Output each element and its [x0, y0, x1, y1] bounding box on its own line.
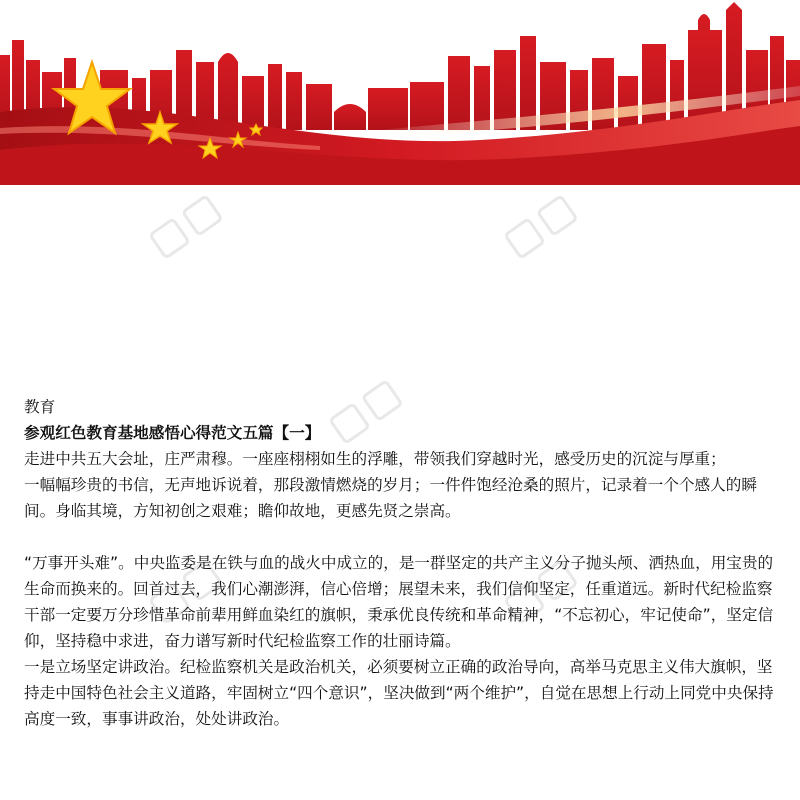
paragraph-spacer — [24, 524, 784, 550]
brand-watermark-icon — [150, 196, 222, 258]
article-title: 参观红色教育基地感悟心得范文五篇【一】 — [24, 424, 321, 442]
article-paragraph: 一幅幅珍贵的书信，无声地诉说着，那段激情燃烧的岁月；一件件饱经沧桑的照片，记录着一个个感人的瞬间。身临其境，方知初创之艰难；瞻仰故地，更感先贤之崇高。 — [24, 476, 757, 520]
article-paragraph: 一是立场坚定讲政治。纪检监察机关是政治机关，必须要树立正确的政治导向，高举马克思主义伟大旗帜，坚持走中国特色社会主义道路，牢固树立“四个意识”，坚决做到“两个维护”，自觉在思想上行动上同党中央保持高度一致，事事讲政治，处处讲政治。 — [24, 658, 774, 728]
article-category: 教育 — [24, 398, 56, 416]
article-paragraph: “万事开头难”。中央监委是在铁与血的战火中成立的，是一群坚定的共产主义分子抛头颅、洒热血，用宝贵的生命而换来的。回首过去，我们心潮澎湃，信心倍增；展望未来，我们信仰坚定，任重道远。新时代纪检监察干部一定要万分珍惜革命前辈用鲜血染红的旗帜，秉承优良传统和革命精神，“不忘初心，牢记使命”，坚定信仰，坚持稳中求进，奋力谱写新时代纪检监察工作的壮丽诗篇。 — [24, 554, 774, 650]
brand-watermark-icon — [505, 196, 577, 258]
article-body — [24, 394, 784, 732]
article-paragraph: 走进中共五大会址，庄严肃穆。一座座栩栩如生的浮雕，带领我们穿越时光，感受历史的沉淀与厚重； — [24, 450, 726, 468]
header-banner — [0, 0, 800, 185]
